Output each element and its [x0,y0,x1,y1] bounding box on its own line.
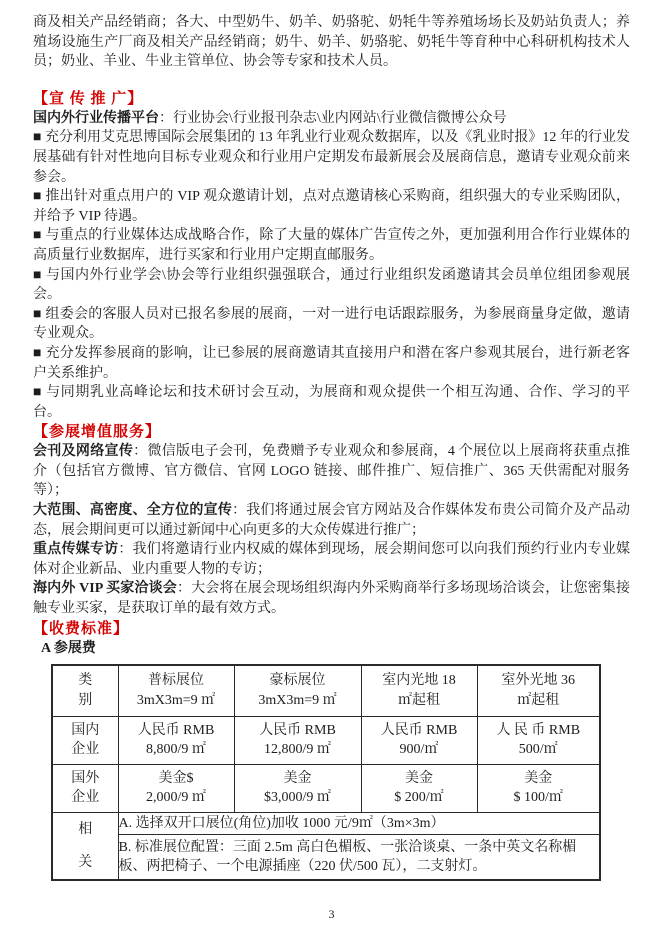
price-cell: 人民币 RMB 12,800/9 ㎡ [234,716,361,764]
price-cell: 美金 $3,000/9 ㎡ [234,764,361,812]
note-cell-b: B. 标准展位配置：三面 2.5m 高白色楣板、一张洽谈桌、一条中英文名称楣板、两把椅子、一个电源插座（220 伏/500 瓦），二支射灯。 [118,835,600,880]
fee-table [51,664,601,881]
header-cell-outdoor-space: 室外光地 36 ㎡起租 [477,665,600,717]
service-label: 重点传媒专访 [33,542,119,558]
platform-label: 国内外行业传播平台 [33,110,159,126]
fee-table-header-row [52,665,600,717]
service-paragraph [33,540,630,579]
row-label-related: 相 关 [52,812,118,880]
price-cell: 美金 $ 200/㎡ [361,764,477,812]
service-text: ：我们将通过展会官方网站及合作媒体发布贵公司简介及产品动态，展会期间更可以通过新闻中心向更多的大众传媒进行推广； [33,503,631,538]
price-cell: 美金 $ 100/㎡ [477,764,600,812]
page-number: 3 [328,906,335,921]
fee-table-foreign-row [52,764,600,812]
header-cell-category: 类 别 [52,665,118,717]
bullet-paragraph: ■ 与国内外行业学会\协会等行业组织强强联合，通过行业组织发函邀请其会员单位组团参观展会。 [33,267,630,303]
fee-subheading: A 参展费 [41,640,96,656]
platform-text: ：行业协会\行业报刊杂志\业内网站\行业微信微博公众号 [159,110,507,126]
header-cell-indoor-space: 室内光地 18 ㎡起租 [361,665,477,717]
header-cell-standard-booth: 普标展位 3mX3m=9 ㎡ [118,665,234,717]
fee-table-note-row-b [52,835,600,880]
service-text: ：我们将邀请行业内权威的媒体到现场，展会期间您可以向我们预约行业内专业媒体对企业新品、业内重要人物的专访； [33,542,631,577]
price-cell: 人民币 RMB 900/㎡ [361,716,477,764]
header-cell-deluxe-booth: 豪标展位 3mX3m=9 ㎡ [234,665,361,717]
bullet-paragraph: ■ 充分发挥参展商的影响，让已参展的展商邀请其直接用户和潜在客户参观其展台，进行新老客户关系维护。 [33,345,630,381]
bullet-paragraph: ■ 与同期乳业高峰论坛和技术研讨会互动，为展商和观众提供一个相互沟通、合作、学习的平台。 [33,385,630,420]
bullet-paragraph: ■ 组委会的客服人员对已报名参展的展商，一对一进行电话跟踪服务，为参展商量身定做，邀请专业观众。 [33,306,630,342]
intro-paragraph: 商及相关产品经销商；各大、中型奶牛、奶羊、奶骆驼、奶牦牛等养殖场场长及奶站负责人；养殖场设施生产厂商及相关产品经销商；奶牛、奶羊、奶骆驼、奶牦牛等育种中心科研机构技术人员；奶业、羊业、牛业主管单位、协会等专家和技术人员。 [33,15,630,70]
section-heading-promotion: 【宣 传 推 广】 [33,90,144,107]
service-label: 大范围、高密度、全方位的宣传 [33,503,233,519]
note-cell-a: A. 选择双开口展位(角位)加收 1000 元/9㎡（3m×3m） [118,812,600,835]
service-paragraph [33,442,630,501]
service-text: ：微信版电子会刊，免费赠予专业观众和参展商，4 个展位以上展商将获重点推介（包括官方微博、官方微信、官网 LOGO 链接、邮件推广、短信推广、365 天供需配对服务等）； [33,444,631,499]
service-label: 会刊及网络宣传 [33,444,134,460]
bullet-paragraph: ■ 推出针对重点用户的 VIP 观众邀请计划，点对点邀请核心采购商，组织强大的专业采购团队，并给予 VIP 待遇。 [33,189,630,224]
fee-table-domestic-row [52,716,600,764]
section-heading-services: 【参展增值服务】 [33,424,162,441]
price-cell: 人民币 RMB 8,800/9 ㎡ [118,716,234,764]
price-cell: 人 民 币 RMB 500/㎡ [477,716,600,764]
bullet-paragraph: ■ 充分利用艾克思博国际会展集团的 13 年乳业行业观众数据库，以及《乳业时报》12 年的行业发展基础有针对性地向目标专业观众和行业用户定期发布最新展会及展商信息，邀请专业观众前来参会。 [33,130,630,185]
row-label-domestic: 国内 企业 [52,716,118,764]
service-paragraph [33,579,630,618]
platform-paragraph [33,109,630,129]
service-paragraph [33,501,630,540]
section-heading-fees: 【收费标准】 [33,620,130,637]
fee-table-note-row-a [52,812,600,835]
service-label: 海内外 VIP 买家洽谈会 [33,581,177,597]
row-label-foreign: 国外 企业 [52,764,118,812]
service-text: ：大会将在展会现场组织海内外采购商举行多场现场洽谈会，让您密集接触专业买家，是获取订单的最有效方式。 [33,581,630,617]
bullet-paragraph: ■ 与重点的行业媒体达成战略合作，除了大量的媒体广告宣传之外，更加强利用合作行业媒体的高质量行业数据库，进行买家和行业用户定期直邮服务。 [33,228,630,263]
price-cell: 美金$ 2,000/9 ㎡ [118,764,234,812]
